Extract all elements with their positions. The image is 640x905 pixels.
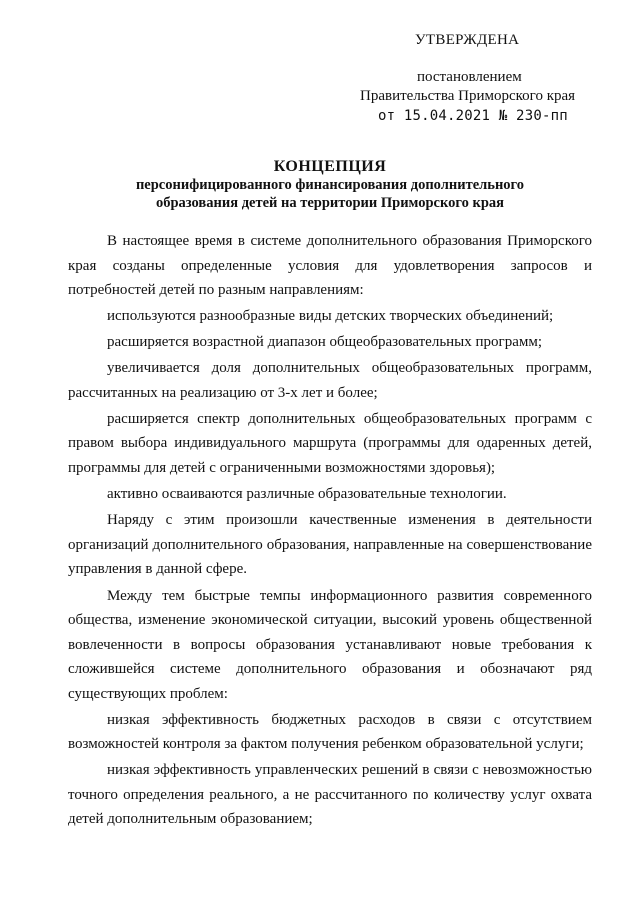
approved-label: УТВЕРЖДЕНА xyxy=(415,32,520,48)
paragraph: расширяется спектр дополнительных общеобразовательных программ с правом выбора индивидуального маршрута (программы для одаренных детей, программы для детей с ограниченными возможностями здоровья); xyxy=(68,410,592,476)
paragraph: активно осваиваются различные образовательные технологии. xyxy=(107,485,507,502)
paragraph: Наряду с этим произошли качественные изменения в деятельности организаций дополнительного образования, направленные на совершенствование управления в данной сфере. xyxy=(68,512,592,577)
document-title-block xyxy=(60,157,600,212)
document-subtitle-line-2: образования детей на территории Приморского края xyxy=(155,195,505,211)
paragraph: В настоящее время в системе дополнительного образования Приморского края созданы определенные условия для удовлетворения запросов и потребностей детей по разным направлениям: xyxy=(68,233,592,298)
document-title: КОНЦЕПЦИЯ xyxy=(273,158,387,175)
paragraph: расширяется возрастной диапазон общеобразовательных программ; xyxy=(107,334,542,350)
decree-label: постановлением xyxy=(417,69,522,85)
paragraph: низкая эффективность управленческих решений в связи с невозможностью точного определения реального, а не рассчитанного по количеству услуг охвата детей дополнительным образованием; xyxy=(68,762,592,827)
paragraph: низкая эффективность бюджетных расходов в связи с отсутствием возможностей контроля за фактом получения ребенком образовательной услуги; xyxy=(68,711,592,752)
government-label: Правительства Приморского края xyxy=(360,88,576,104)
paragraph: увеличивается доля дополнительных общеобразовательных программ, рассчитанных на реализацию от 3-х лет и более; xyxy=(68,360,592,401)
decree-date-number: от 15.04.2021 № 230-пп xyxy=(378,108,568,124)
document-body xyxy=(68,229,592,833)
document-subtitle-line-1: персонифицированного финансирования дополнительного xyxy=(135,177,525,193)
paragraph: используются разнообразные виды детских творческих объединений; xyxy=(107,308,554,324)
paragraph: Между тем быстрые темпы информационного развития современного общества, изменение экономической ситуации, высокий уровень общественной вовлеченности в вопросы образования устанавливают новые требования к сложившейся системе дополнительного образования и обозначают ряд существующих проблем: xyxy=(68,587,592,702)
